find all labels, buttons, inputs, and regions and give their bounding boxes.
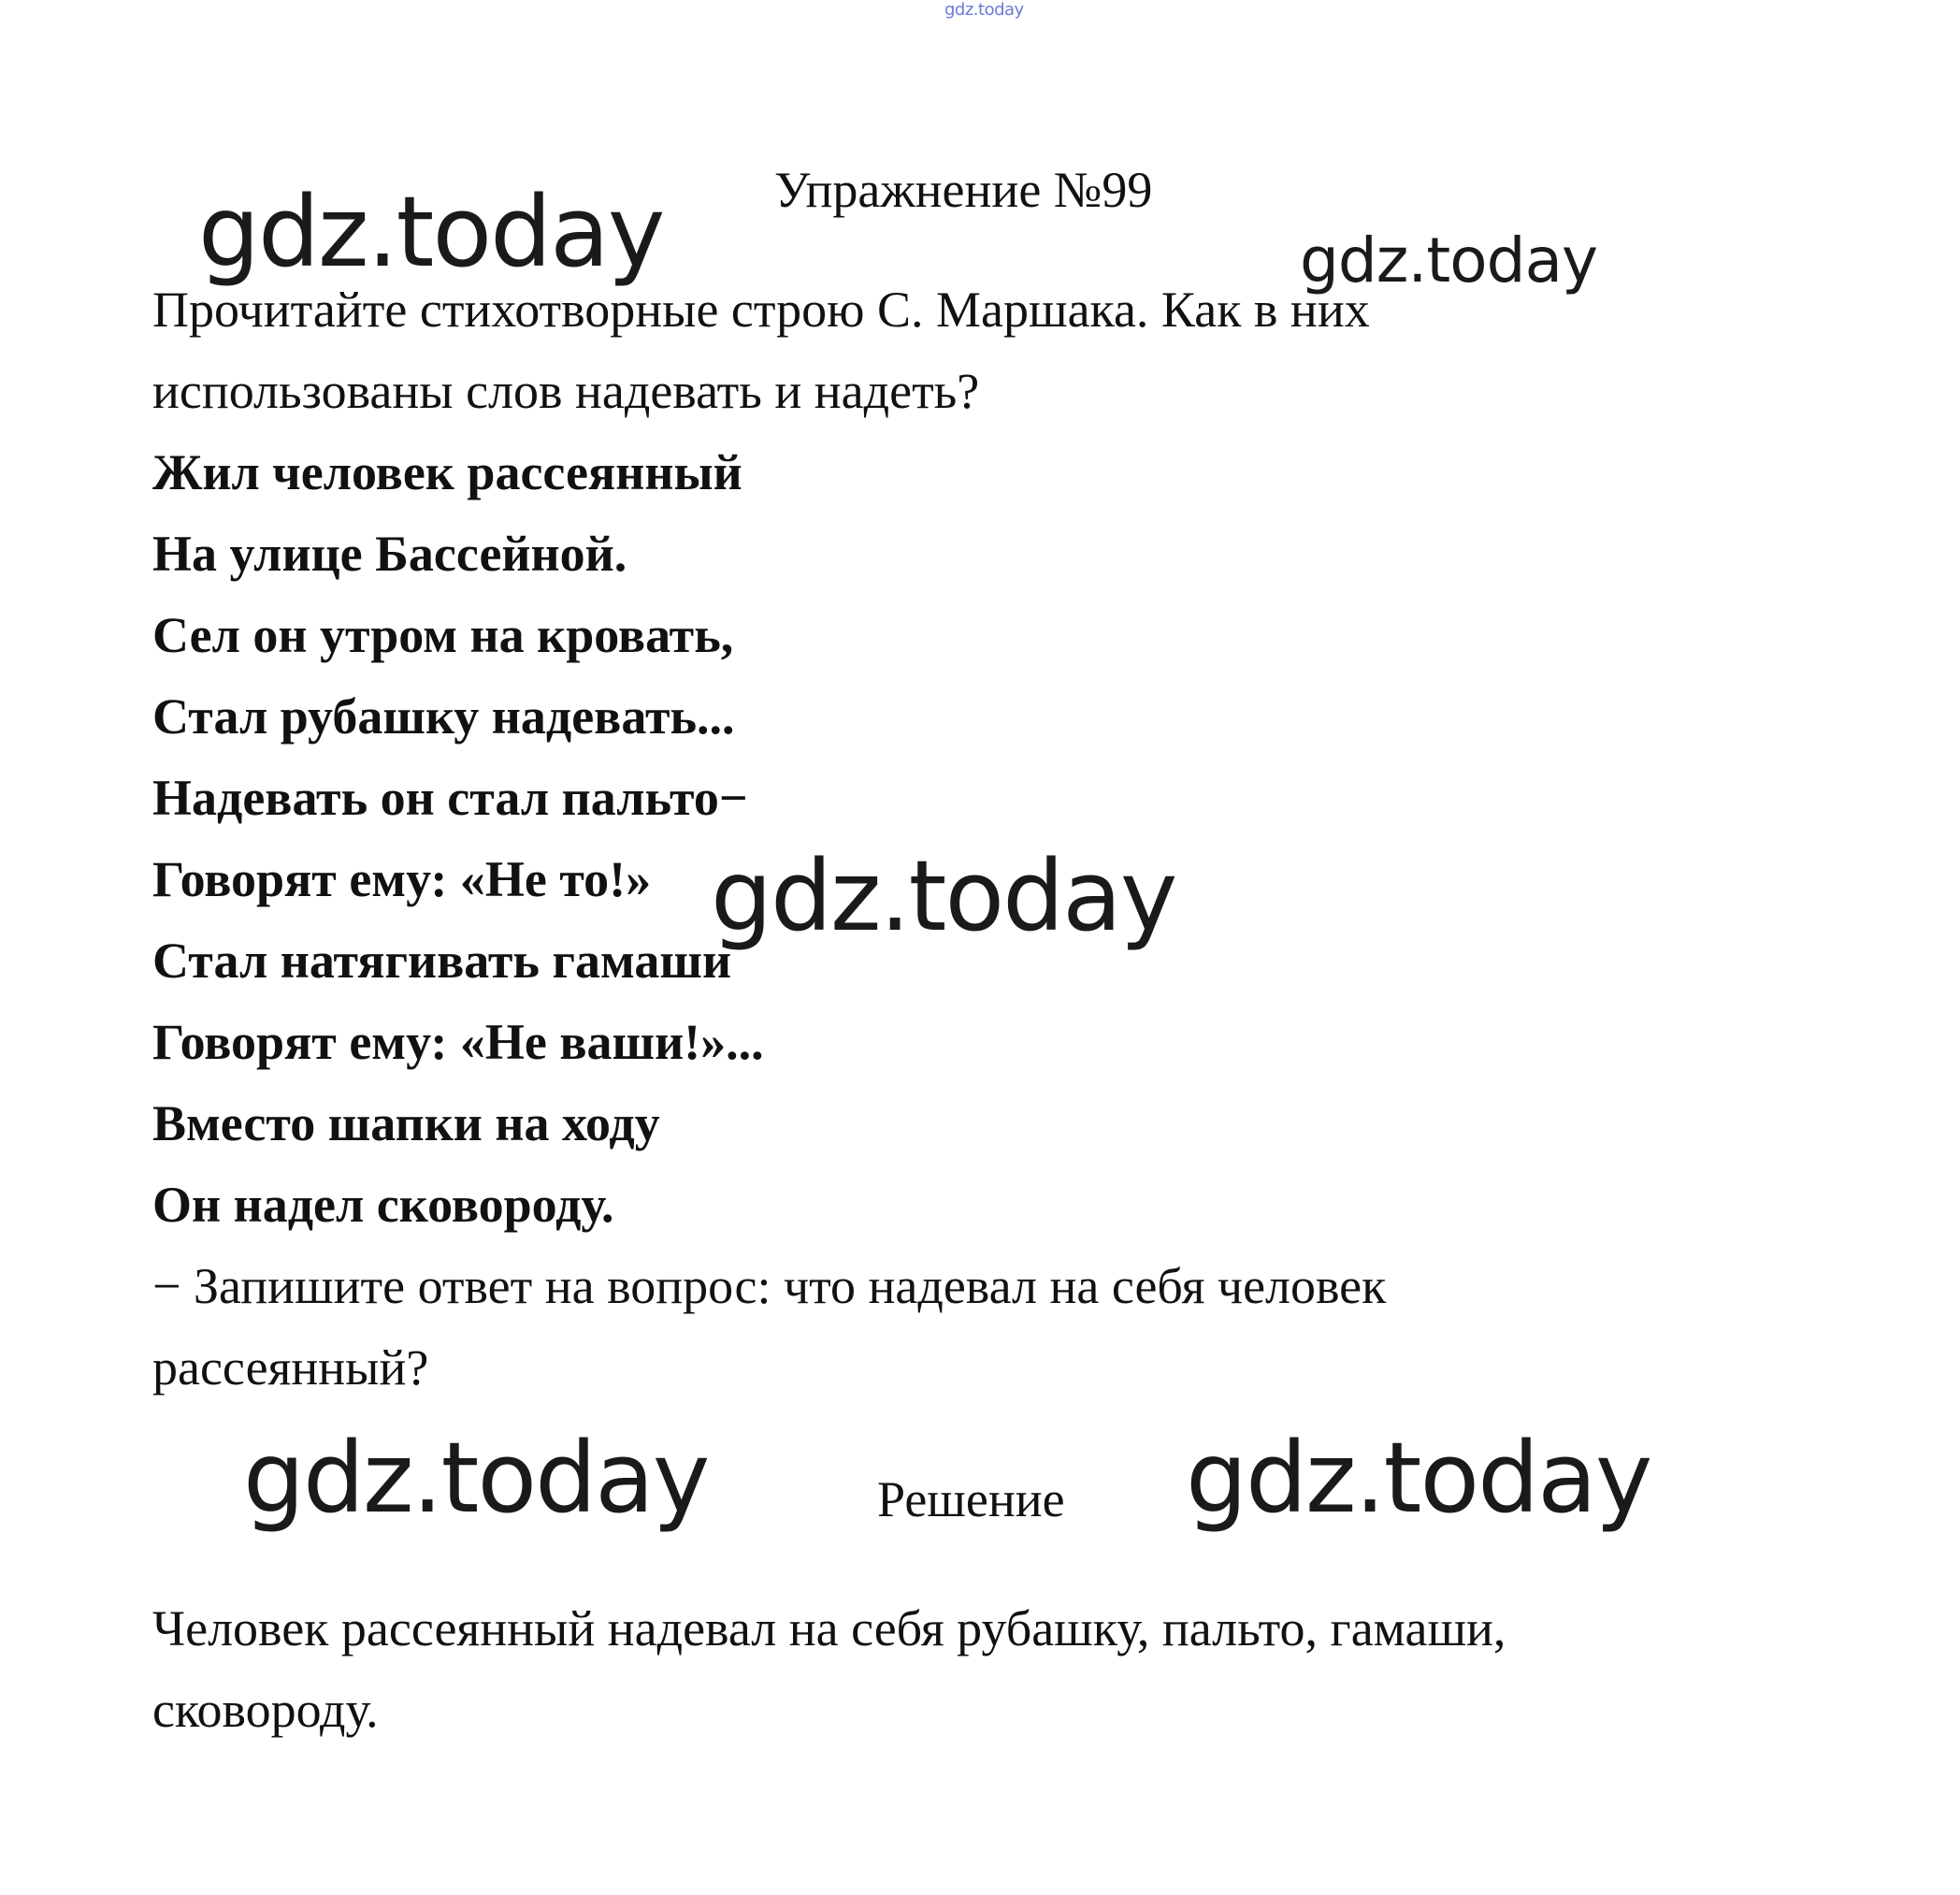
task-line: использованы слов надевать и надеть? (152, 363, 980, 419)
answer-line: сковороду. (152, 1682, 379, 1738)
solution-heading: Решение (877, 1471, 1065, 1527)
exercise-title: Упражнение №99 (774, 162, 1153, 218)
poem-line: Говорят ему: «Не ваши!»... (152, 1014, 764, 1070)
task-text (152, 269, 1370, 432)
poem-line: Надевать он стал пальто− (152, 770, 748, 826)
answer-line: Человек рассеянный надевал на себя рубашку, пальто, гамаши, (152, 1600, 1506, 1656)
poem-line: Он надел сковороду. (152, 1177, 614, 1233)
poem-line: Говорят ему: «Не то!» (152, 851, 652, 907)
poem-line: Жил человек рассеянный (152, 444, 742, 500)
watermark: gdz.today (1300, 224, 1598, 297)
poem (152, 432, 764, 1246)
question-text (152, 1246, 1386, 1409)
site-mark-top: gdz.today (944, 0, 1024, 20)
question-line: рассеянный? (152, 1339, 429, 1396)
question-line: − Запишите ответ на вопрос: что надевал на себя человек (152, 1258, 1387, 1314)
poem-line: Вместо шапки на ходу (152, 1095, 660, 1151)
poem-line: Стал натягивать гамаши (152, 933, 732, 989)
watermark: gdz.today (1186, 1421, 1651, 1535)
watermark: gdz.today (243, 1421, 709, 1535)
watermark: gdz.today (711, 839, 1176, 953)
poem-line: Стал рубашку надевать... (152, 688, 735, 745)
watermark: gdz.today (198, 175, 664, 289)
poem-line: На улице Бассейной. (152, 526, 627, 582)
task-line: Прочитайте стихотворные строю С. Маршака. Как в них (152, 282, 1370, 338)
poem-line: Сел он утром на кровать, (152, 607, 734, 663)
answer-text (152, 1588, 1506, 1751)
